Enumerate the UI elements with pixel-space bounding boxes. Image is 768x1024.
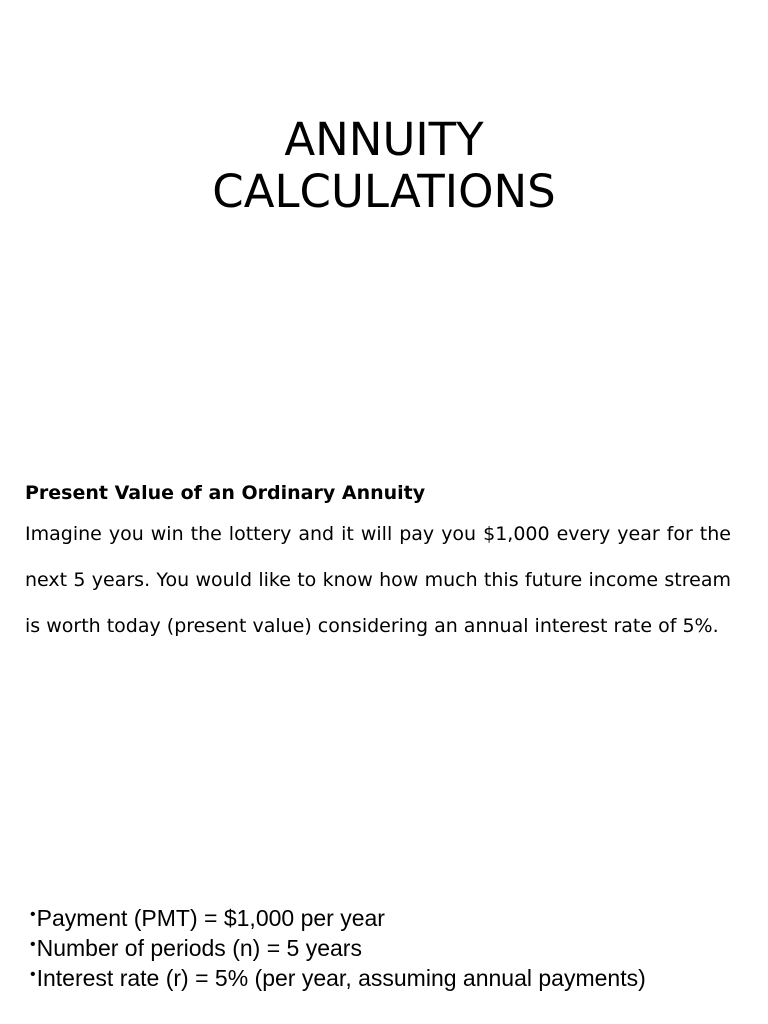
bullet-list — [30, 903, 646, 993]
list-item — [30, 933, 646, 963]
list-item — [30, 903, 646, 933]
list-item — [30, 963, 646, 993]
bullet-icon: • — [30, 906, 36, 923]
section-body: Imagine you win the lottery and it will pay you $1,000 every year for the next 5 years. You would like to know how much this future income stream is worth today (present value) considering an annual interest rate of 5%. — [25, 523, 731, 637]
section-heading: Present Value of an Ordinary Annuity — [25, 482, 426, 504]
slide-title-line-1: ANNUITY — [284, 113, 484, 166]
bullet-icon: • — [30, 966, 36, 983]
bullet-icon: • — [30, 936, 36, 953]
bullet-text: Number of periods (n) = 5 years — [36, 935, 362, 961]
bullet-text: Payment (PMT) = $1,000 per year — [36, 905, 385, 931]
slide-title — [0, 114, 768, 218]
text-section — [25, 478, 731, 649]
slide-title-line-2: CALCULATIONS — [212, 165, 556, 218]
bullet-text: Interest rate (r) = 5% (per year, assuming annual payments) — [36, 965, 646, 991]
